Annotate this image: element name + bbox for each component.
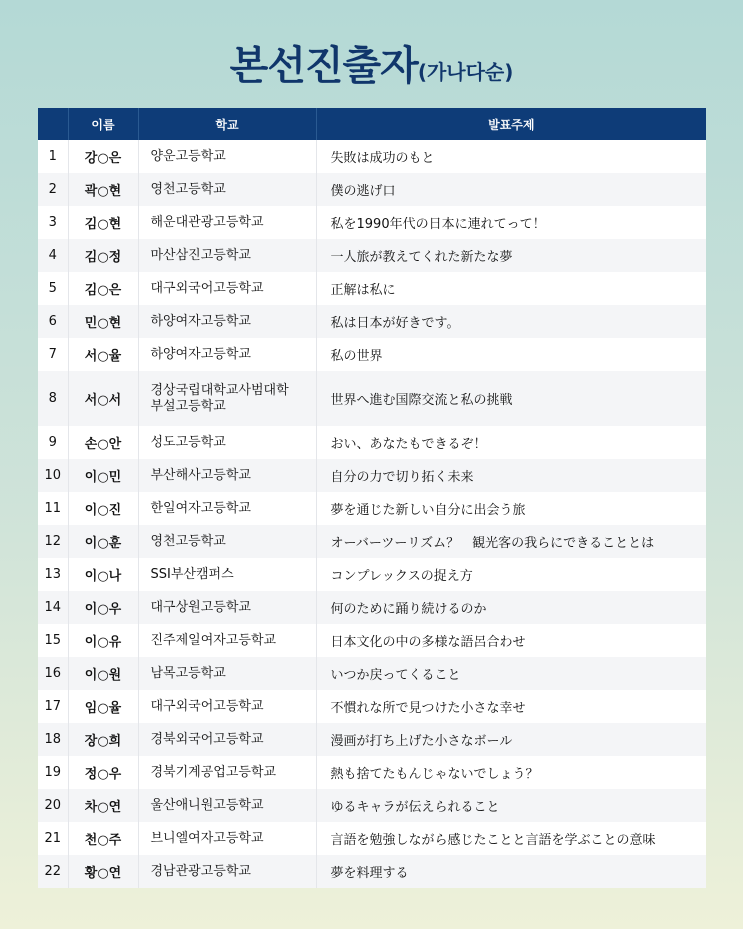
row-school: 경상국립대학교사범대학 부설고등학교 bbox=[138, 371, 316, 426]
header-no bbox=[38, 108, 68, 140]
row-number: 17 bbox=[38, 690, 68, 723]
row-school: 대구외국어고등학교 bbox=[138, 690, 316, 723]
title-main: 본선진출자 bbox=[229, 43, 418, 89]
row-school: 경북외국어고등학교 bbox=[138, 723, 316, 756]
row-topic: 自分の力で切り拓く未来 bbox=[316, 459, 706, 492]
row-name: 민○현 bbox=[68, 305, 138, 338]
row-number: 21 bbox=[38, 822, 68, 855]
row-name: 이○원 bbox=[68, 657, 138, 690]
row-name: 천○주 bbox=[68, 822, 138, 855]
row-number: 5 bbox=[38, 272, 68, 305]
row-school: 영천고등학교 bbox=[138, 525, 316, 558]
row-number: 9 bbox=[38, 426, 68, 459]
row-number: 12 bbox=[38, 525, 68, 558]
row-topic: 熱も捨てたもんじゃないでしょう？ bbox=[330, 767, 539, 782]
table-row bbox=[38, 173, 706, 206]
table-row bbox=[38, 492, 706, 525]
table-row bbox=[38, 657, 706, 690]
row-name: 정○우 bbox=[68, 756, 138, 789]
row-school: 대구외국어고등학교 bbox=[138, 272, 316, 305]
row-topic: 私は日本が好きです。 bbox=[316, 305, 706, 338]
table-row bbox=[38, 789, 706, 822]
table-row bbox=[38, 591, 706, 624]
table-row bbox=[38, 459, 706, 492]
row-number: 4 bbox=[38, 239, 68, 272]
row-number: 11 bbox=[38, 492, 68, 525]
table-row bbox=[38, 723, 706, 756]
row-school: 양운고등학교 bbox=[138, 140, 316, 173]
row-school: 진주제일여자고등학교 bbox=[138, 624, 316, 657]
row-school: 성도고등학교 bbox=[138, 426, 316, 459]
table-row bbox=[38, 525, 706, 558]
row-topic: 言語を勉強しながら感じたことと言語を学ぶことの意味 bbox=[330, 833, 656, 848]
table-row bbox=[38, 338, 706, 371]
row-topic: ゆるキャラが伝えられること bbox=[316, 789, 706, 822]
row-school: 한일여자고등학교 bbox=[138, 492, 316, 525]
row-number: 10 bbox=[38, 459, 68, 492]
row-name: 손○안 bbox=[68, 426, 138, 459]
row-school: SSI부산캠퍼스 bbox=[138, 558, 316, 591]
table-row bbox=[38, 239, 706, 272]
row-topic: 何のために踊り続けるのか bbox=[316, 591, 706, 624]
row-school: 하양여자고등학교 bbox=[138, 305, 316, 338]
row-school: 부산해사고등학교 bbox=[138, 459, 316, 492]
row-name: 김○현 bbox=[68, 206, 138, 239]
row-name: 이○유 bbox=[68, 624, 138, 657]
row-topic: 夢を通じた新しい自分に出会う旅 bbox=[330, 503, 526, 518]
row-name: 서○율 bbox=[68, 338, 138, 371]
row-name: 이○훈 bbox=[68, 525, 138, 558]
row-number: 15 bbox=[38, 624, 68, 657]
row-topic: 正解は私に bbox=[330, 283, 396, 298]
row-school: 대구상원고등학교 bbox=[138, 591, 316, 624]
row-topic: 漫画が打ち上げた小さなボール bbox=[316, 723, 706, 756]
row-number: 18 bbox=[38, 723, 68, 756]
row-topic: 日本文化の中の多様な語呂合わせ bbox=[330, 635, 526, 650]
row-school: 해운대관광고등학교 bbox=[138, 206, 316, 239]
row-topic: 私の世界 bbox=[330, 349, 383, 364]
header-row bbox=[38, 108, 706, 140]
table-row bbox=[38, 558, 706, 591]
row-number: 1 bbox=[38, 140, 68, 173]
table-body bbox=[38, 140, 706, 888]
title-sub: (가나다순) bbox=[417, 60, 514, 84]
row-number: 22 bbox=[38, 855, 68, 888]
row-topic: 一人旅が教えてくれた新たな夢 bbox=[316, 239, 706, 272]
row-name: 황○연 bbox=[68, 855, 138, 888]
row-name: 김○정 bbox=[68, 239, 138, 272]
table-row bbox=[38, 756, 706, 789]
row-school: 영천고등학교 bbox=[138, 173, 316, 206]
table-row bbox=[38, 272, 706, 305]
table-row bbox=[38, 690, 706, 723]
row-name: 이○우 bbox=[68, 591, 138, 624]
row-number: 14 bbox=[38, 591, 68, 624]
row-number: 19 bbox=[38, 756, 68, 789]
row-name: 이○진 bbox=[68, 492, 138, 525]
row-name: 강○은 bbox=[68, 140, 138, 173]
row-school: 마산삼진고등학교 bbox=[138, 239, 316, 272]
row-topic: 夢を料理する bbox=[316, 855, 706, 888]
row-school: 경북기계공업고등학교 bbox=[138, 756, 316, 789]
row-topic: 僕の逃げ口 bbox=[316, 173, 706, 206]
row-name: 이○민 bbox=[68, 459, 138, 492]
row-school: 남목고등학교 bbox=[138, 657, 316, 690]
row-name: 장○희 bbox=[68, 723, 138, 756]
table-row bbox=[38, 140, 706, 173]
row-school: 울산애니원고등학교 bbox=[138, 789, 316, 822]
row-topic: オーバーツーリズム？ 観光客の我らにできることとは bbox=[316, 525, 706, 558]
row-name: 서○서 bbox=[68, 371, 138, 426]
row-school: 브니엘여자고등학교 bbox=[138, 822, 316, 855]
row-number: 16 bbox=[38, 657, 68, 690]
row-number: 6 bbox=[38, 305, 68, 338]
row-topic: 世界へ進む国際交流と私の挑戦 bbox=[316, 371, 706, 426]
table-row bbox=[38, 822, 706, 855]
row-topic: 私を1990年代の日本に連れてって！ bbox=[330, 217, 546, 232]
table-header bbox=[38, 108, 706, 140]
table-row bbox=[38, 206, 706, 239]
page-title bbox=[0, 34, 743, 91]
table-row bbox=[38, 624, 706, 657]
table-row bbox=[38, 855, 706, 888]
row-topic: コンプレックスの捉え方 bbox=[330, 569, 473, 584]
header-name: 이름 bbox=[68, 108, 138, 140]
row-school: 하양여자고등학교 bbox=[138, 338, 316, 371]
row-number: 20 bbox=[38, 789, 68, 822]
finalists-table bbox=[38, 108, 706, 888]
table-row bbox=[38, 371, 706, 426]
row-name: 이○나 bbox=[68, 558, 138, 591]
row-topic: 不慣れな所で見つけた小さな幸せ bbox=[330, 701, 526, 716]
row-name: 곽○현 bbox=[68, 173, 138, 206]
row-name: 임○율 bbox=[68, 690, 138, 723]
row-number: 2 bbox=[38, 173, 68, 206]
row-topic: いつか戻ってくること bbox=[316, 657, 706, 690]
row-number: 8 bbox=[38, 371, 68, 426]
row-name: 차○연 bbox=[68, 789, 138, 822]
header-school: 학교 bbox=[138, 108, 316, 140]
row-number: 3 bbox=[38, 206, 68, 239]
row-name: 김○은 bbox=[68, 272, 138, 305]
row-number: 13 bbox=[38, 558, 68, 591]
table-row bbox=[38, 426, 706, 459]
row-number: 7 bbox=[38, 338, 68, 371]
row-topic: 失敗は成功のもと bbox=[330, 151, 435, 166]
table-row bbox=[38, 305, 706, 338]
row-topic: おい、あなたもできるぞ！ bbox=[330, 437, 487, 452]
row-school: 경남관광고등학교 bbox=[138, 855, 316, 888]
header-topic: 발표주제 bbox=[316, 108, 706, 140]
